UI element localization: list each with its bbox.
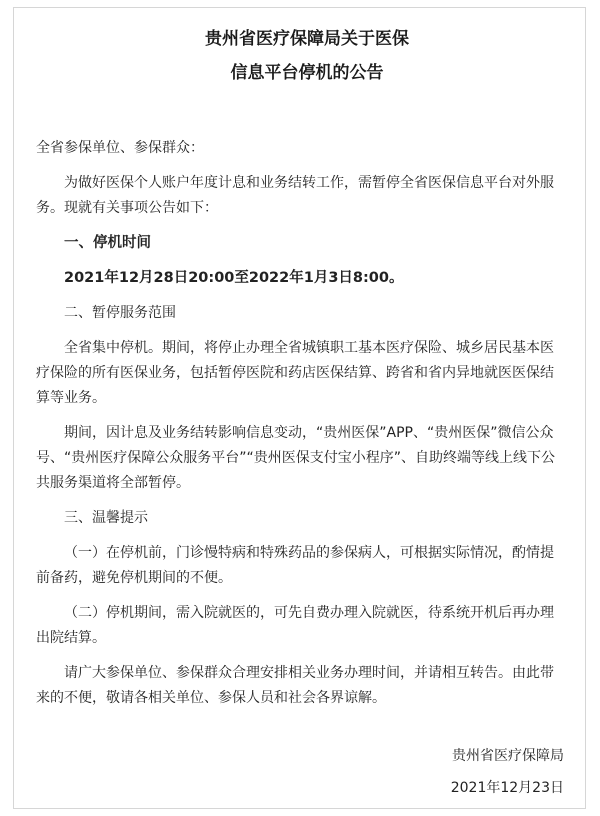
- document-body: [36, 136, 566, 711]
- issue-date: 2021年12月23日: [450, 780, 564, 796]
- document-title: [36, 22, 566, 90]
- section-3-paragraph-1: （一）在停机前，门诊慢特病和特殊药品的参保病人，可根据实际情况，酌情提前备药，避免停机期间的不便。: [36, 545, 554, 586]
- section-3-paragraph-2: （二）停机期间，需入院就医的，可先自费办理入院就医，待系统开机后再办理出院结算。: [36, 605, 554, 646]
- issuer-name: 贵州省医疗保障局: [452, 748, 564, 764]
- announcement-document: [36, 22, 566, 721]
- signature-block: [451, 740, 564, 804]
- title-line-1: 贵州省医疗保障局关于医保: [205, 29, 409, 49]
- closing-paragraph: 请广大参保单位、参保群众合理安排相关业务办理时间，并请相互转告。由此带来的不便，敬请各相关单位、参保人员和社会各界谅解。: [36, 665, 554, 706]
- section-2-paragraph-1: 全省集中停机。期间，将停止办理全省城镇职工基本医疗保险、城乡居民基本医疗保险的所有医保业务，包括暂停医院和药店医保结算、跨省和省内异地就医医保结算等业务。: [36, 340, 554, 406]
- section-1-time: 2021年12月28日20:00至2022年1月3日8:00。: [64, 270, 404, 286]
- salutation: 全省参保单位、参保群众：: [36, 140, 204, 156]
- section-2-heading: 二、暂停服务范围: [64, 305, 176, 321]
- title-line-2: 信息平台停机的公告: [230, 63, 384, 83]
- section-3-heading: 三、温馨提示: [64, 510, 148, 526]
- section-1-heading: 一、停机时间: [64, 235, 151, 251]
- section-2-paragraph-2: 期间，因计息及业务结转影响信息变动，“贵州医保”APP、“贵州医保”微信公众号、“贵州医疗保障公众服务平台”“贵州医保支付宝小程序”、自助终端等线上线下公共服务渠道将全部暂停。: [36, 425, 556, 491]
- intro-paragraph: 为做好医保个人账户年度计息和业务结转工作，需暂停全省医保信息平台对外服务。现就有关事项公告如下：: [36, 175, 554, 216]
